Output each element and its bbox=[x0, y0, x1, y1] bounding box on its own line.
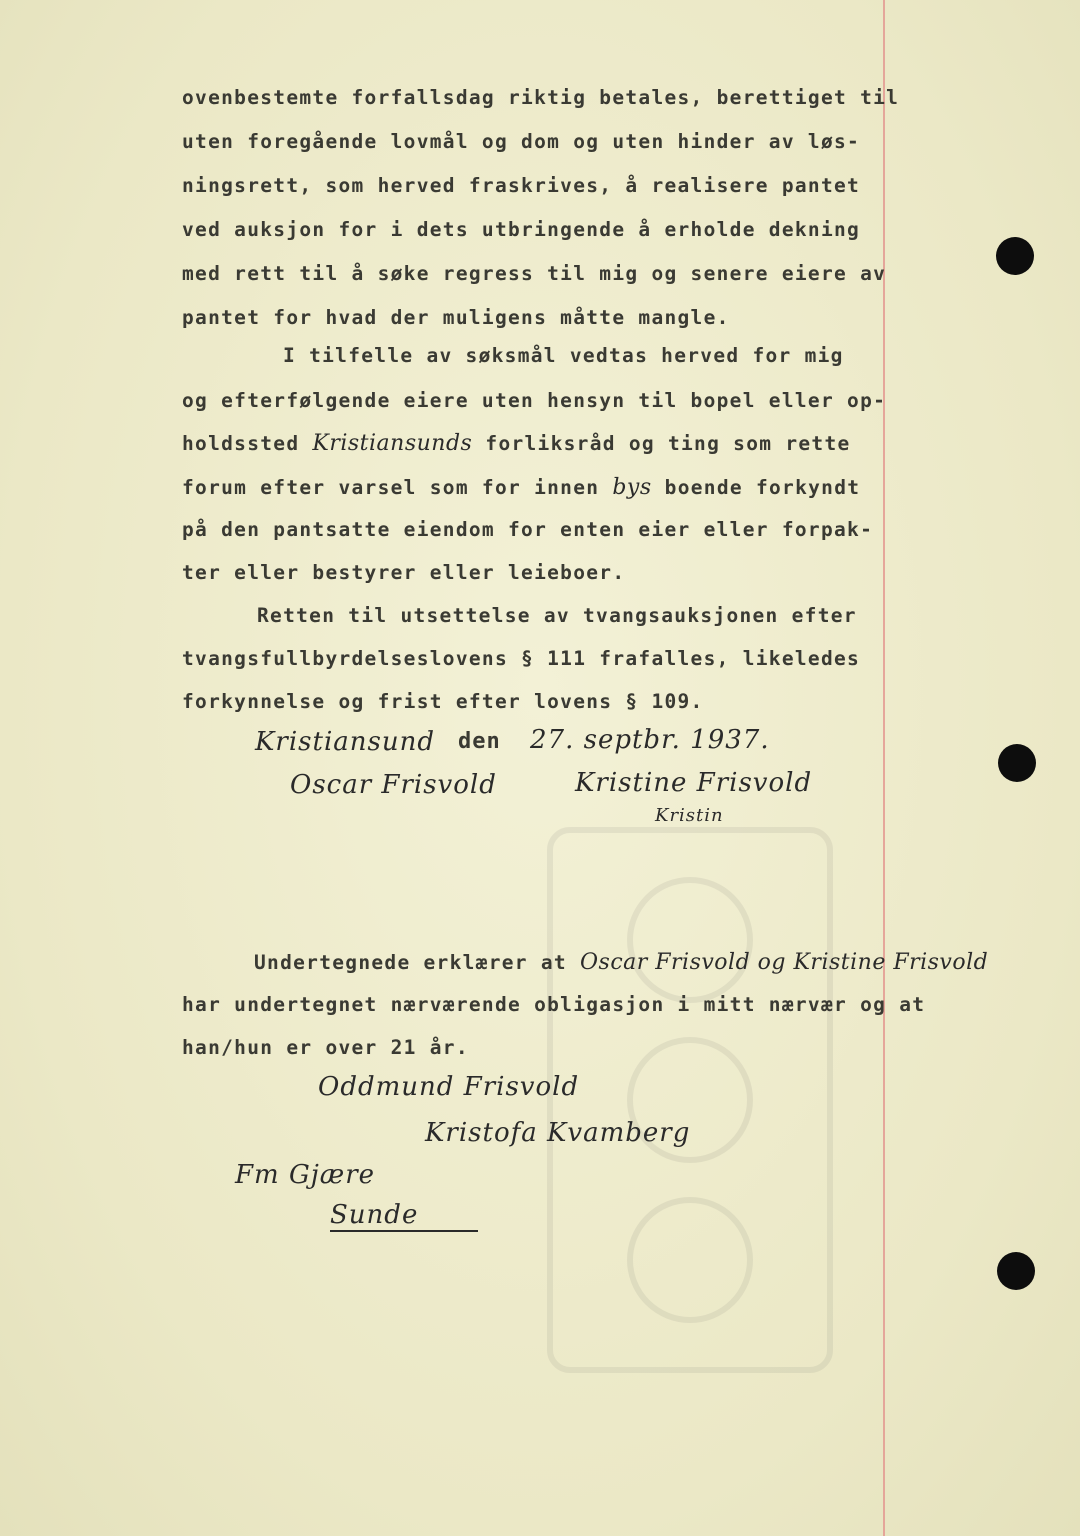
witness-signature-kristofa-kvamberg: Kristofa Kvamberg bbox=[425, 1118, 691, 1148]
paragraph-3-line-1: Retten til utsettelse av tvangsauksjonen efter bbox=[257, 604, 857, 627]
paragraph-2-line-4-start: forum efter varsel som for innen bbox=[182, 476, 613, 499]
paragraph-1-line-4: ved auksjon for i dets utbringende å erholde dekning bbox=[182, 218, 861, 241]
signature-kristine-frisvold: Kristine Frisvold bbox=[575, 768, 813, 798]
signature-kristine-note: Kristin bbox=[655, 805, 724, 826]
punch-hole-top bbox=[996, 237, 1034, 275]
red-margin-line bbox=[883, 0, 885, 1536]
witness-signature-gjaere: Fm Gjære bbox=[235, 1160, 376, 1190]
paragraph-2-line-1: I tilfelle av søksmål vedtas herved for mig bbox=[283, 344, 844, 367]
handwritten-signer-names: Oscar Frisvold og Kristine Frisvold bbox=[580, 950, 989, 975]
paragraph-1-line-1: ovenbestemte forfallsdag riktig betales, berettiget til bbox=[182, 86, 900, 109]
paragraph-2-line-5: på den pantsatte eiendom for enten eier eller forpak- bbox=[182, 518, 874, 541]
signing-date-prefix: den bbox=[458, 729, 501, 754]
handwritten-town-name: Kristiansunds bbox=[312, 431, 473, 456]
paragraph-1-line-3 bbox=[182, 174, 860, 197]
witness-signature-sunde: Sunde bbox=[330, 1200, 478, 1232]
paragraph-1-line-3-end: pantet bbox=[781, 174, 861, 197]
signing-place: Kristiansund bbox=[255, 727, 435, 757]
paragraph-1-line-3-text: ningsrett, som herved fraskrives, å realisere bbox=[182, 174, 782, 197]
handwritten-bys: bys bbox=[612, 475, 652, 500]
paragraph-3-line-3: forkynnelse og frist efter lovens § 109. bbox=[182, 690, 704, 713]
paragraph-1-line-5: med rett til å søke regress til mig og senere eiere av bbox=[182, 262, 887, 285]
paragraph-1-line-6: pantet for hvad der muligens måtte mangle. bbox=[182, 306, 730, 329]
paragraph-3-line-2: tvangsfullbyrdelseslovens § 111 frafalles, likeledes bbox=[182, 647, 861, 670]
paragraph-1-line-2: uten foregående lovmål og dom og uten hinder av løs- bbox=[182, 130, 861, 153]
witness-signature-oddmund-frisvold: Oddmund Frisvold bbox=[318, 1072, 580, 1102]
punch-hole-bottom bbox=[997, 1252, 1035, 1290]
witness-clause-line-1 bbox=[254, 950, 988, 975]
witness-clause-line-3: han/hun er over 21 år. bbox=[182, 1036, 469, 1059]
signing-date: 27. septbr. 1937. bbox=[530, 725, 770, 755]
witness-clause-line-1-text: Undertegnede erklærer at bbox=[254, 951, 580, 974]
paragraph-2-line-2: og efterfølgende eiere uten hensyn til bopel eller op- bbox=[182, 389, 887, 412]
paragraph-2-line-3-start: holdssted bbox=[182, 432, 313, 455]
paragraph-2-line-4 bbox=[182, 475, 860, 500]
paragraph-2-line-3 bbox=[182, 431, 851, 456]
paragraph-2-line-6: ter eller bestyrer eller leieboer. bbox=[182, 561, 626, 584]
paragraph-2-line-4-end: boende forkyndt bbox=[651, 476, 861, 499]
punch-hole-middle bbox=[998, 744, 1036, 782]
faint-watermark-stamp bbox=[540, 820, 840, 1380]
paragraph-2-line-3-end: forliksråd og ting som rette bbox=[472, 432, 851, 455]
witness-clause-line-2: har undertegnet nærværende obligasjon i mitt nærvær og at bbox=[182, 993, 926, 1016]
signature-oscar-frisvold: Oscar Frisvold bbox=[290, 770, 497, 800]
